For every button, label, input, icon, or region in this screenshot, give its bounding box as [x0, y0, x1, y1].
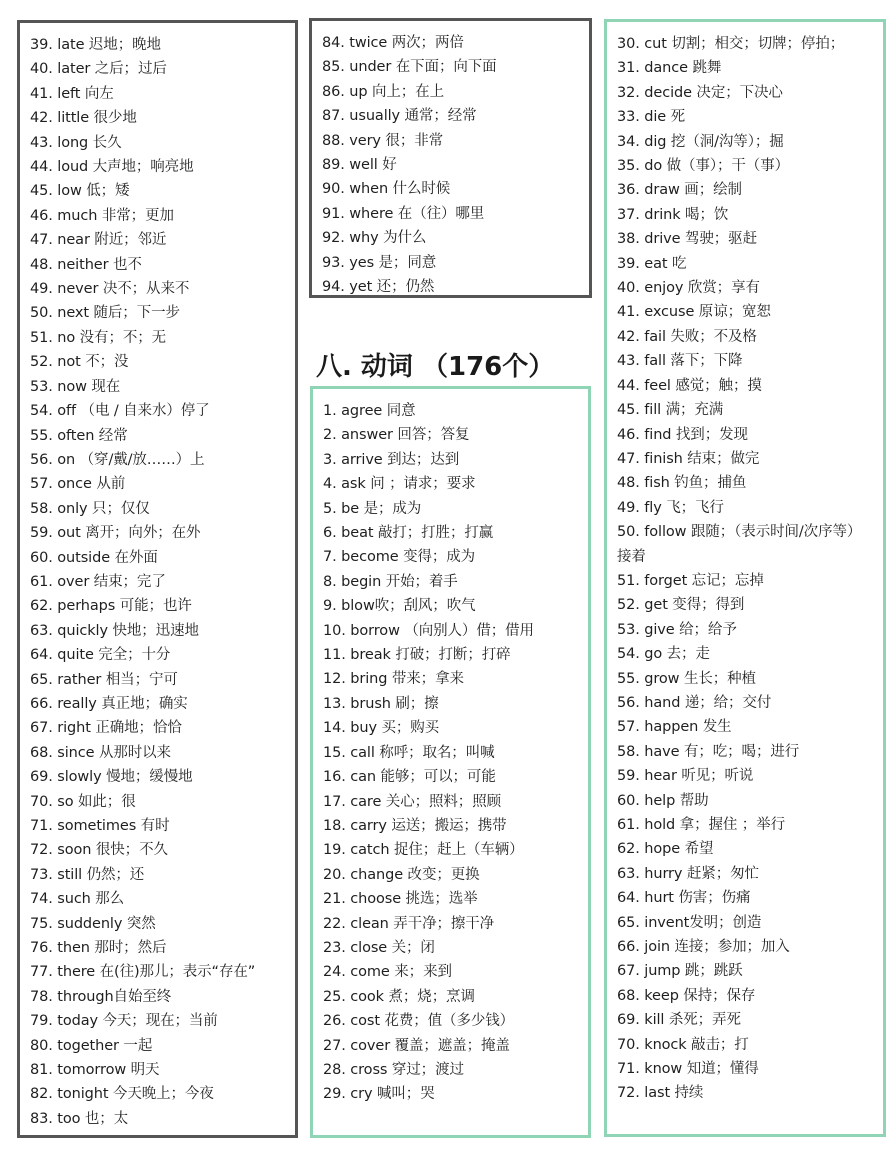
vocab-entry: 47. finish 结束；做完	[617, 450, 760, 467]
vocab-entry: 41. excuse 原谅；宽恕	[617, 304, 771, 321]
vocab-entry: 66. join 连接；参加；加入	[617, 939, 790, 956]
vocab-entry: 78. through自始至终	[30, 988, 172, 1005]
vocab-entry: 93. yes 是；同意	[322, 254, 437, 271]
vocab-entry: 74. such 那么	[30, 891, 125, 908]
vocab-entry: 15. call 称呼；取名；叫喊	[323, 744, 495, 761]
vocab-entry: 9. blow吹；刮风；吹气	[323, 598, 476, 615]
vocab-entry: 33. die 死	[617, 109, 686, 126]
vocab-entry: 46. find 找到；发现	[617, 426, 748, 443]
vocab-entry: 73. still 仍然；还	[30, 866, 145, 883]
vocab-entry: 58. have 有；吃；喝；进行	[617, 743, 800, 760]
vocab-entry: 4. ask 问 ；请求；要求	[323, 476, 476, 493]
vocab-entry: 46. much 非常；更加	[30, 207, 174, 224]
vocab-entry: 21. choose 挑选；选举	[323, 891, 478, 908]
vocab-entry: 49. never 决不；从来不	[30, 281, 190, 298]
vocab-entry: 42. fail 失败；不及格	[617, 328, 757, 345]
vocab-entry: 44. loud 大声地；响亮地	[30, 159, 194, 176]
vocab-entry: 86. up 向上；在上	[322, 83, 444, 100]
vocab-entry: 67. jump 跳；跳跃	[617, 963, 743, 980]
vocab-entry: 94. yet 还；仍然	[322, 279, 435, 296]
adverb-list-box-1	[17, 20, 298, 1138]
vocab-entry: 51. forget 忘记；忘掉	[617, 572, 764, 589]
vocab-entry: 5. be 是；成为	[323, 500, 422, 517]
vocab-entry: 50. follow 跟随；（表示时间/次序等）接着	[617, 524, 862, 565]
vocab-entry: 45. low 低；矮	[30, 183, 130, 200]
vocab-entry: 63. quickly 快地；迅速地	[30, 622, 199, 639]
vocab-entry: 70. so 如此；很	[30, 793, 136, 810]
vocab-entry: 36. draw 画；绘制	[617, 182, 742, 199]
vocab-entry: 49. fly 飞；飞行	[617, 499, 724, 516]
vocab-entry: 19. catch 捉住；赶上（车辆）	[323, 842, 524, 859]
vocab-entry: 52. not 不；没	[30, 354, 129, 371]
vocab-entry: 50. next 随后；下一步	[30, 305, 180, 322]
vocab-entry: 69. kill 杀死；弄死	[617, 1012, 741, 1029]
vocab-entry: 20. change 改变；更换	[323, 866, 480, 883]
vocab-entry: 63. hurry 赶紧；匆忙	[617, 865, 759, 882]
vocab-entry: 60. outside 在外面	[30, 549, 158, 566]
vocab-entry: 70. knock 敲击；打	[617, 1036, 749, 1053]
vocab-entry: 53. give 给；给予	[617, 621, 737, 638]
vocab-entry: 11. break 打破；打断；打碎	[323, 647, 511, 664]
vocab-entry: 29. cry 喊叫；哭	[323, 1086, 435, 1103]
vocab-entry: 22. clean 弄干净；擦干净	[323, 915, 495, 932]
vocab-entry: 39. eat 吃	[617, 255, 687, 272]
vocab-entry: 64. quite 完全；十分	[30, 647, 171, 664]
vocab-entry: 28. cross 穿过；渡过	[323, 1061, 464, 1078]
vocab-entry: 17. care 关心；照料；照顾	[323, 793, 501, 810]
vocab-entry: 32. decide 决定；下决心	[617, 84, 783, 101]
vocab-entry: 27. cover 覆盖；遮盖；掩盖	[323, 1037, 510, 1054]
vocab-entry: 72. soon 很快；不久	[30, 842, 168, 859]
vocab-entry: 47. near 附近；邻近	[30, 232, 167, 249]
vocab-entry: 51. no 没有；不；无	[30, 329, 167, 346]
vocab-entry: 23. close 关；闭	[323, 939, 435, 956]
vocab-entry: 12. bring 带来；拿来	[323, 671, 464, 688]
vocab-entry: 59. hear 听见；听说	[617, 768, 754, 785]
vocab-entry: 2. answer 回答；答复	[323, 427, 470, 444]
vocab-entry: 43. long 长久	[30, 134, 122, 151]
vocab-entry: 8. begin 开始；着手	[323, 573, 458, 590]
vocab-entry: 26. cost 花费；值（多少钱）	[323, 1013, 515, 1030]
vocab-entry: 68. keep 保持；保存	[617, 987, 756, 1004]
vocab-entry: 40. enjoy 欣赏；享有	[617, 280, 760, 297]
vocab-entry: 58. only 只；仅仅	[30, 500, 150, 517]
vocab-entry: 54. off （电 / 自来水）停了	[30, 403, 210, 420]
vocab-entry: 65. invent发明；创造	[617, 914, 762, 931]
vocab-entry: 55. grow 生长；种植	[617, 670, 756, 687]
vocab-entry: 1. agree 同意	[323, 403, 416, 419]
vocab-entry: 72. last 持续	[617, 1085, 704, 1102]
vocab-entry: 88. very 很；非常	[322, 132, 444, 149]
vocab-entry: 24. come 来；来到	[323, 964, 452, 981]
vocab-entry: 69. slowly 慢地；缓慢地	[30, 769, 193, 786]
vocab-entry: 84. twice 两次；两倍	[322, 35, 464, 51]
vocab-entry: 43. fall 落下；下降	[617, 353, 743, 370]
vocab-entry: 45. fill 满；充满	[617, 402, 724, 419]
vocab-entry: 77. there 在(往)那儿；表示“存在”	[30, 964, 256, 981]
vocab-entry: 34. dig 挖（洞/沟等）；掘	[617, 133, 784, 150]
vocab-entry: 18. carry 运送；搬运；携带	[323, 817, 507, 834]
vocab-entry: 40. later 之后；过后	[30, 61, 167, 78]
verb-list-box-2	[604, 19, 886, 1137]
vocab-entry: 38. drive 驾驶；驱赶	[617, 231, 757, 248]
vocab-entry: 76. then 那时；然后	[30, 940, 167, 957]
section-heading-verbs: 八. 动词 （176个）	[316, 352, 555, 382]
vocab-entry: 71. sometimes 有时	[30, 818, 170, 834]
vocab-entry: 14. buy 买；购买	[323, 720, 440, 737]
vocab-entry: 71. know 知道；懂得	[617, 1061, 759, 1078]
vocab-entry: 66. really 真正地；确实	[30, 695, 188, 712]
vocab-entry: 31. dance 跳舞	[617, 60, 722, 77]
vocab-entry: 52. get 变得；得到	[617, 597, 745, 614]
vocab-entry: 60. help 帮助	[617, 792, 709, 809]
vocab-entry: 68. since 从那时以来	[30, 744, 171, 761]
vocab-entry: 92. why 为什么	[322, 230, 427, 247]
vocab-entry: 90. when 什么时候	[322, 181, 451, 198]
vocab-entry: 55. often 经常	[30, 427, 128, 444]
vocab-entry: 48. fish 钓鱼；捕鱼	[617, 475, 747, 492]
vocab-entry: 44. feel 感觉；触；摸	[617, 377, 762, 394]
vocab-entry: 37. drink 喝；饮	[617, 206, 729, 223]
vocab-entry: 59. out 离开；向外；在外	[30, 525, 201, 542]
vocab-entry: 83. too 也；太	[30, 1110, 129, 1127]
vocab-entry: 75. suddenly 突然	[30, 915, 156, 932]
vocab-entry: 6. beat 敲打；打胜；打赢	[323, 525, 494, 542]
vocab-entry: 3. arrive 到达；达到	[323, 451, 460, 468]
adverb-list-box-2	[309, 18, 592, 298]
vocab-entry: 7. become 变得；成为	[323, 549, 476, 566]
vocab-entry: 64. hurt 伤害；伤痛	[617, 890, 751, 907]
vocab-entry: 16. can 能够；可以；可能	[323, 769, 496, 786]
vocab-entry: 87. usually 通常；经常	[322, 108, 477, 125]
vocab-entry: 89. well 好	[322, 157, 397, 174]
vocab-entry: 67. right 正确地；恰恰	[30, 720, 182, 737]
vocab-entry: 56. on （穿/戴/放……）上	[30, 451, 205, 468]
vocab-entry: 57. once 从前	[30, 476, 126, 493]
vocab-entry: 80. together 一起	[30, 1037, 153, 1054]
vocab-entry: 62. hope 希望	[617, 841, 714, 858]
vocab-entry: 35. do 做（事）；干（事）	[617, 158, 790, 175]
vocab-entry: 25. cook 煮；烧；烹调	[323, 988, 475, 1005]
vocab-entry: 41. left 向左	[30, 85, 114, 102]
vocab-entry: 53. now 现在	[30, 378, 121, 395]
vocab-entry: 85. under 在下面；向下面	[322, 59, 497, 76]
vocab-entry: 61. over 结束；完了	[30, 573, 166, 590]
vocab-entry: 56. hand 递；给；交付	[617, 694, 772, 711]
vocab-entry: 48. neither 也不	[30, 256, 142, 273]
vocab-entry: 13. brush 刷；擦	[323, 695, 439, 712]
verb-list-box-1	[310, 386, 591, 1138]
vocab-entry: 62. perhaps 可能；也许	[30, 598, 192, 615]
vocab-entry: 91. where 在（往）哪里	[322, 205, 485, 222]
vocab-entry: 54. go 去；走	[617, 646, 710, 663]
vocab-entry: 30. cut 切割；相交；切牌；停拍；	[617, 36, 845, 52]
vocab-entry: 65. rather 相当；宁可	[30, 671, 178, 688]
vocab-entry: 61. hold 拿；握住 ；举行	[617, 817, 785, 833]
vocab-entry: 79. today 今天；现在；当前	[30, 1013, 218, 1030]
vocab-entry: 42. little 很少地	[30, 110, 137, 127]
vocab-entry: 39. late 迟地；晚地	[30, 37, 161, 53]
vocab-entry: 57. happen 发生	[617, 719, 732, 736]
vocab-entry: 82. tonight 今天晚上；今夜	[30, 1086, 214, 1103]
vocab-entry: 10. borrow （向别人）借；借用	[323, 622, 534, 639]
vocab-entry: 81. tomorrow 明天	[30, 1062, 160, 1079]
